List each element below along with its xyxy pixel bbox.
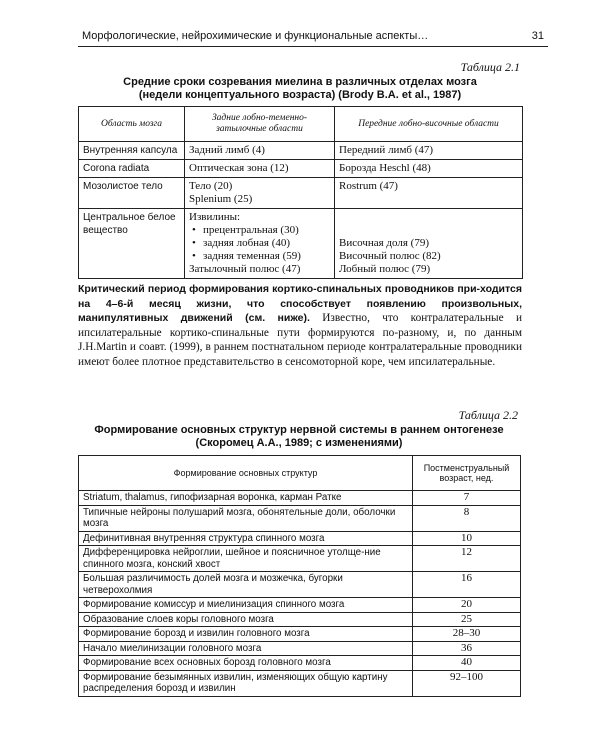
table-row (79, 572, 521, 598)
posterior-cell (185, 160, 335, 178)
paragraph-text: Известно, что контралатеральные и ипсилатеральные кортико-спинальные пути формируются по-разному, и, по данным J.H.Martin и соавт. (1999), в раннем постнатальном периоде контралатеральные проводники имеют более плотное представительство в сенсомоторной коре, чем ипсилатеральные. (78, 312, 522, 368)
age-cell: 8 (413, 505, 521, 531)
area-cell: Мозолистое тело (79, 178, 185, 209)
cell-line: Затылочный полюс (47) (189, 263, 301, 275)
body-paragraph (78, 282, 522, 370)
structure-cell: Начало миелинизации головного мозга (79, 641, 413, 656)
table-row (79, 612, 521, 627)
structure-cell: Дифференцировка нейроглии, шейное и поясничное утолще-ние спинного мозга, конский хвост (79, 546, 413, 572)
table-row (79, 491, 521, 506)
structure-cell: Образование слоев коры головного мозга (79, 612, 413, 627)
table-row (79, 160, 523, 178)
age-cell: 28–30 (413, 627, 521, 642)
table-row (79, 178, 523, 209)
table2-title-line2: (Скоромец А.А., 1989; с изменениями) (195, 437, 403, 449)
posterior-cell (185, 209, 335, 279)
table-row (79, 670, 521, 696)
table2-caption: Таблица 2.2 (458, 408, 518, 422)
anterior-cell (335, 160, 523, 178)
header-cell: Постменструальный возраст, нед. (413, 456, 521, 491)
structure-cell: Формирование безымянных извилин, изменяющих общую картину распределения борозд и извилин (79, 670, 413, 696)
table-header-row (79, 107, 523, 142)
structure-cell: Striatum, thalamus, гипофизарная воронка, карман Ратке (79, 491, 413, 506)
structure-cell: Формирование комиссур и миелинизация спинного мозга (79, 598, 413, 613)
list-item: • задняя теменная (59) (203, 250, 330, 263)
age-cell: 7 (413, 491, 521, 506)
age-cell: 40 (413, 656, 521, 671)
table2-title-line1: Формирование основных структур нервной системы в раннем онтогенезе (94, 424, 504, 436)
anterior-cell (335, 178, 523, 209)
myelin-table (78, 106, 523, 279)
cell-line: Splenium (25) (189, 193, 253, 205)
table-row (79, 656, 521, 671)
table-header-row (79, 456, 521, 491)
cell-line: Тело (20) (189, 180, 233, 192)
cell-line: Височная доля (79) (339, 237, 430, 249)
age-cell: 12 (413, 546, 521, 572)
table1-title (78, 76, 522, 102)
structure-cell: Формирование всех основных борозд головного мозга (79, 656, 413, 671)
gyri-list (189, 224, 330, 263)
posterior-cell (185, 178, 335, 209)
table-row (79, 546, 521, 572)
cell-line: Борозда Heschl (48) (339, 162, 431, 174)
table-row (79, 209, 523, 279)
structure-cell: Большая различимость долей мозга и мозжечка, бугорки четверохолмия (79, 572, 413, 598)
area-cell: Внутренняя капсула (79, 142, 185, 160)
list-item: • задняя лобная (40) (203, 237, 330, 250)
age-cell: 25 (413, 612, 521, 627)
page-number: 31 (531, 30, 544, 42)
table-row (79, 641, 521, 656)
area-cell: Центральное белое вещество (79, 209, 185, 279)
structures-table (78, 455, 521, 697)
table-row (79, 505, 521, 531)
header-cell: Область мозга (79, 107, 185, 142)
running-head (78, 26, 548, 47)
table-row (79, 627, 521, 642)
cell-line: Оптическая зона (12) (189, 162, 289, 174)
structure-cell: Дефинитивная внутренняя структура спинного мозга (79, 531, 413, 546)
table-row (79, 142, 523, 160)
table-row (79, 531, 521, 546)
anterior-cell (335, 209, 523, 279)
structure-cell: Формирование борозд и извилин головного мозга (79, 627, 413, 642)
posterior-cell (185, 142, 335, 160)
cell-line: Rostrum (47) (339, 180, 398, 192)
header-cell: Передние лобно-височные области (335, 107, 523, 142)
age-cell: 10 (413, 531, 521, 546)
cell-line: Височный полюс (82) (339, 250, 441, 262)
age-cell: 16 (413, 572, 521, 598)
cell-line: Задний лимб (4) (189, 144, 265, 156)
structure-cell: Типичные нейроны полушарий мозга, обонятельные доли, оболочки мозга (79, 505, 413, 531)
age-cell: 20 (413, 598, 521, 613)
cell-line: Извилины: (189, 211, 241, 223)
age-cell: 92–100 (413, 670, 521, 696)
age-cell: 36 (413, 641, 521, 656)
paragraph-bold-lead: Критический период формирования кортико-спинальных проводников при-ходится на 4–6-й месяц жизни, что способствует появлению произвольных, манипулятивных движений (см. ниже). (78, 283, 522, 325)
running-head-title: Морфологические, нейрохимические и функциональные аспекты… (82, 30, 429, 42)
table-row (79, 598, 521, 613)
cell-line: Лобный полюс (79) (339, 263, 431, 275)
table1-title-line1: Средние сроки созревания миелина в различных отделах мозга (123, 76, 477, 88)
cell-line: Передний лимб (47) (339, 144, 434, 156)
area-cell: Corona radiata (79, 160, 185, 178)
anterior-cell (335, 142, 523, 160)
table1-caption: Таблица 2.1 (460, 60, 520, 74)
header-cell: Формирование основных структур (79, 456, 413, 491)
table1-title-line2: (недели концептуального возраста) (Brody B.A. et al., 1987) (138, 89, 462, 101)
list-item: • прецентральная (30) (203, 224, 330, 237)
table2-title (78, 424, 520, 450)
header-cell: Задние лобно-теменно-затылочные области (185, 107, 335, 142)
